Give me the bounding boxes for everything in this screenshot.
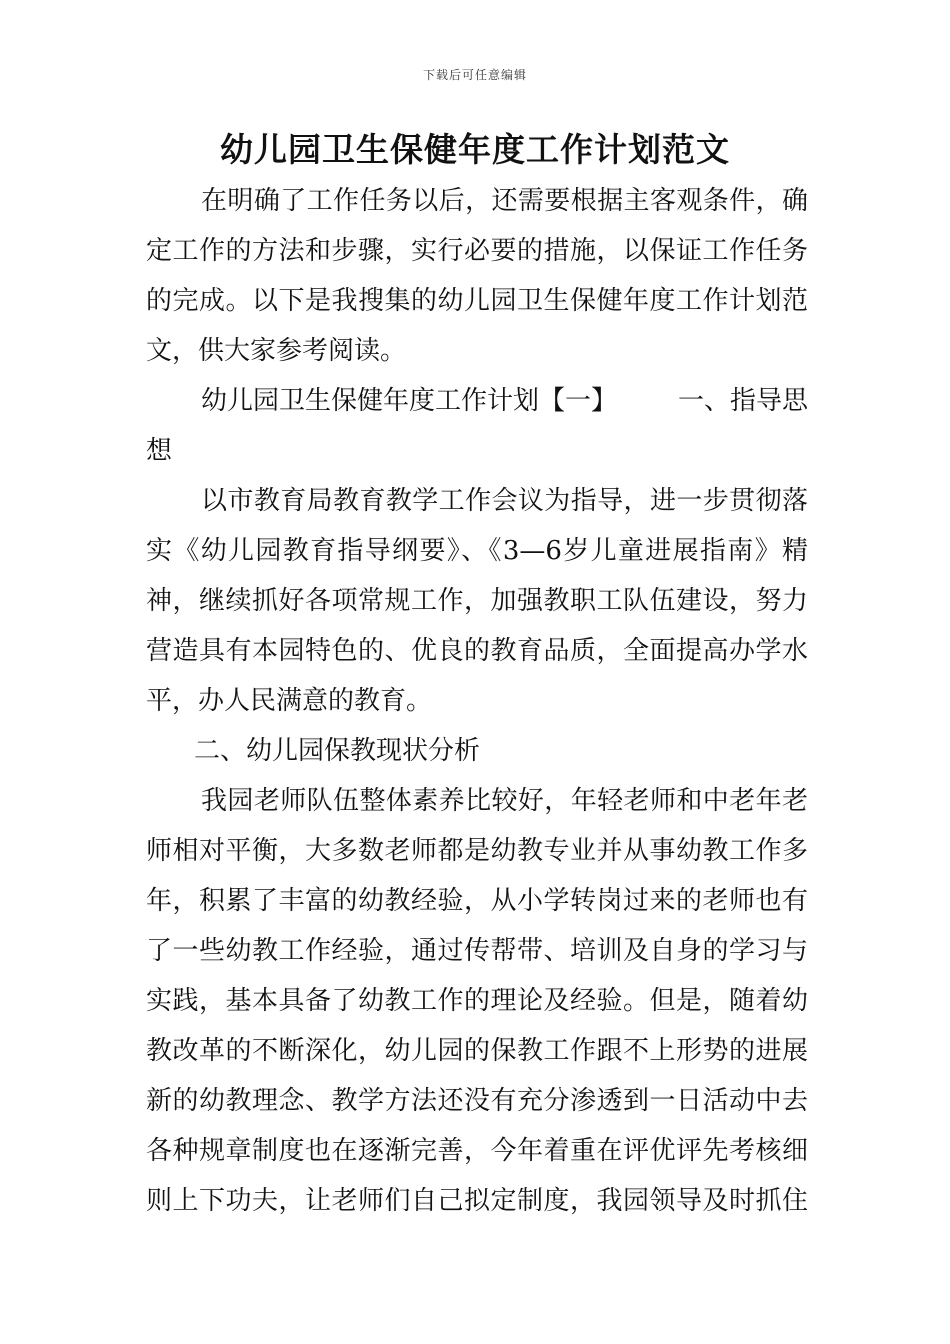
- text-line: 的完成。以下是我搜集的幼儿园卫生保健年度工作计划范: [146, 286, 808, 316]
- text-line: 年，积累了丰富的幼教经验，从小学转岗过来的老师也有: [146, 886, 808, 916]
- subsection-heading: 一、指导思: [677, 386, 808, 416]
- text-line: 实《幼儿园教育指导纲要》、《3—6岁儿童进展指南》精: [146, 536, 808, 566]
- text-line: 教改革的不断深化，幼儿园的保教工作跟不上形势的进展: [146, 1036, 808, 1066]
- text-line: 营造具有本园特色的、优良的教育品质，全面提高办学水: [146, 636, 808, 666]
- page-title: 幼儿园卫生保健年度工作计划范文: [220, 130, 730, 169]
- text-line: 新的幼教理念、教学方法还没有充分渗透到一日活动中去: [146, 1086, 808, 1116]
- text-line: 各种规章制度也在逐渐完善，今年着重在评优评先考核细: [146, 1136, 808, 1166]
- document-body: [146, 176, 808, 1226]
- text-line: 定工作的方法和步骤，实行必要的措施，以保证工作任务: [146, 236, 808, 266]
- text-line: 文，供大家参考阅读。: [146, 336, 407, 366]
- subsection-heading: 二、幼儿园保教现状分析: [194, 736, 481, 766]
- text-line: 则上下功夫，让老师们自己拟定制度，我园领导及时抓住: [146, 1186, 808, 1216]
- text-line: 想: [146, 436, 173, 466]
- text-line: 以市教育局教育教学工作会议为指导，进一步贯彻落: [201, 486, 808, 516]
- header-note: 下载后可任意编辑: [422, 68, 527, 82]
- text-line: 在明确了工作任务以后，还需要根据主客观条件，确: [201, 186, 808, 216]
- text-line: 我园老师队伍整体素养比较好，年轻老师和中老年老: [201, 786, 808, 816]
- text-line: 平，办人民满意的教育。: [146, 686, 433, 716]
- section-heading-line: [146, 376, 808, 426]
- text-line: 神，继续抓好各项常规工作，加强教职工队伍建设，努力: [146, 586, 808, 616]
- text-line: 师相对平衡，大多数老师都是幼教专业并从事幼教工作多: [146, 836, 808, 866]
- plan-heading: 幼儿园卫生保健年度工作计划【一】: [201, 386, 618, 416]
- text-line: 了一些幼教工作经验，通过传帮带、培训及自身的学习与: [146, 936, 808, 966]
- text-line: 实践，基本具备了幼教工作的理论及经验。但是，随着幼: [146, 986, 808, 1016]
